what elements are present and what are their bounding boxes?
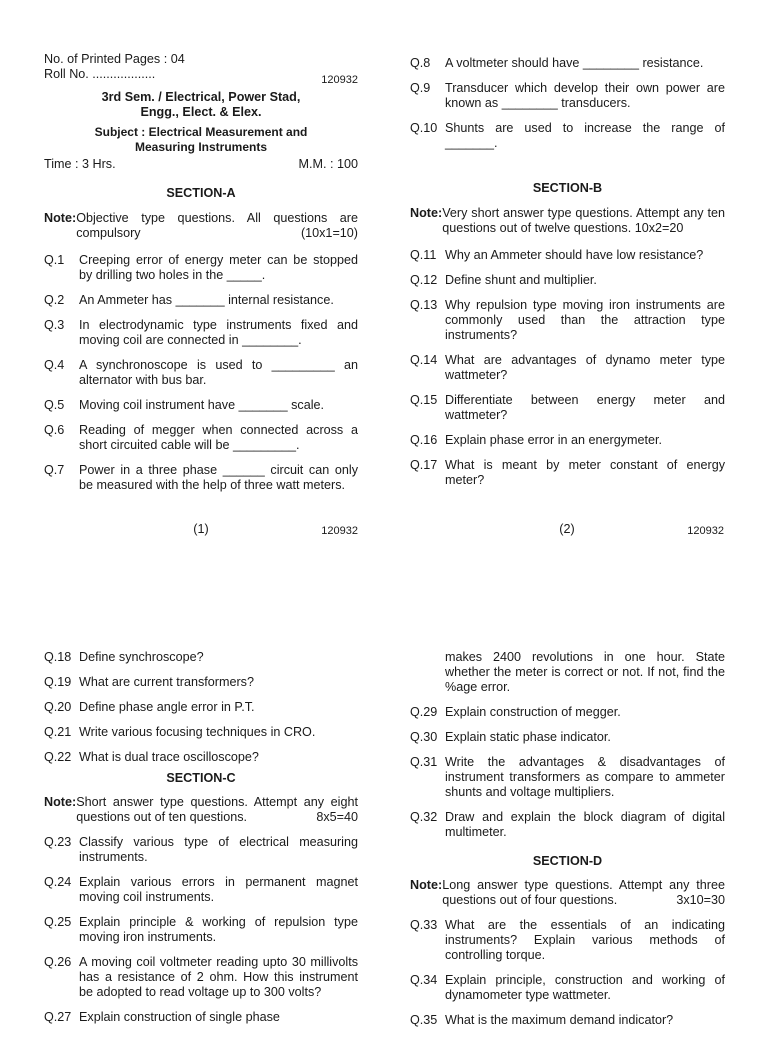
question [44,875,358,905]
question [410,393,725,423]
footer-code: 120932 [687,525,724,537]
question-text: Explain principle & working of repulsion type moving iron instruments. [79,915,358,944]
question-text: Explain various errors in permanent magnet moving coil instruments. [79,875,358,904]
section-a-title: SECTION-A [166,186,236,200]
note-text: Objective type questions. All questions are compulsory [76,211,358,240]
time-marks-row [44,157,358,172]
note-marks: 8x5=40 [316,810,358,824]
question [410,973,725,1003]
question [44,835,358,865]
question [410,1013,725,1028]
question [44,650,358,665]
question [410,755,725,800]
question [410,81,725,111]
question-text: Define phase angle error in P.T. [79,700,255,714]
question-number: Q.34 [410,973,438,987]
question-number: Q.3 [44,318,65,332]
note-text: Long answer type questions. Attempt any three questions out of four questions. [442,878,725,907]
printed-pages-line [44,52,358,67]
max-marks: M.M. : 100 [298,157,358,171]
section-d-title: SECTION-D [532,854,603,868]
question [44,955,358,1000]
question-number: Q.29 [410,705,438,719]
question [410,730,725,745]
question [410,353,725,383]
section-c-note [44,795,358,825]
question-text: Write various focusing techniques in CRO. [79,725,316,739]
page-number: (1) [193,522,209,536]
question-text: Explain static phase indicator. [445,730,611,744]
question-text: What is meant by meter constant of energy meter? [445,458,725,487]
question-number: Q.5 [44,398,65,412]
roll-no: Roll No. .................. [44,67,156,81]
question [44,725,358,740]
question-text: Moving coil instrument have _______ scale. [79,398,325,412]
question-number: Q.25 [44,915,72,929]
note-label: Note: [44,795,77,809]
question-number: Q.33 [410,918,438,932]
question-number: Q.11 [410,248,437,262]
question-text: Why repulsion type moving iron instruments are commonly used than the attraction type instruments? [445,298,725,342]
question-text: A synchronoscope is used to _________ an alternator with bus bar. [79,358,358,387]
section-b-title: SECTION-B [532,181,603,195]
question [44,750,358,765]
question [44,915,358,945]
question-number: Q.23 [44,835,72,849]
question-text: Shunts are used to increase the range of _______. [445,121,725,150]
question-number: Q.24 [44,875,72,889]
question [410,273,725,288]
question [410,918,725,963]
question [44,675,358,690]
question-number: Q.17 [410,458,438,472]
exam-time: Time : 3 Hrs. [44,157,116,171]
question-text: Explain phase error in an energymeter. [445,433,663,447]
question-text: What are the essentials of an indicating instruments? Explain various methods of controlling torque. [445,918,725,962]
semester-line-2: Engg., Elect. & Elex. [140,105,262,119]
question [44,253,358,283]
question-number: Q.9 [410,81,431,95]
question-number: Q.7 [44,463,65,477]
section-a-note [44,211,358,241]
page-4-column [410,650,725,1038]
question-number: Q.19 [44,675,72,689]
question [410,56,725,71]
question [44,423,358,453]
question-text: What are current transformers? [79,675,254,689]
question [44,318,358,348]
question-text: Creeping error of energy meter can be stopped by drilling two holes in the _____. [79,253,358,282]
question-text: A moving coil voltmeter reading upto 30 millivolts has a resistance of 2 ohm. How this instrument be adopted to read voltage up to 300 volts? [79,955,358,999]
section-c-title: SECTION-C [166,771,236,785]
question [410,705,725,720]
question-text: Explain construction of megger. [445,705,621,719]
question-text: Explain principle, construction and working of dynamometer type wattmeter. [445,973,725,1002]
question-number: Q.8 [410,56,431,70]
question-number: Q.12 [410,273,438,287]
question-text: Explain construction of single phase [79,1010,280,1024]
note-label: Note: [410,206,443,220]
question-text: Transducer which develop their own power are known as ________ transducers. [445,81,725,110]
note-marks: 3x10=30 [676,893,725,907]
question-number: Q.26 [44,955,72,969]
semester-line-1: 3rd Sem. / Electrical, Power Stad, [101,90,301,104]
question [44,398,358,413]
question [410,458,725,488]
question-text: What is dual trace oscilloscope? [79,750,259,764]
question [410,433,725,448]
question-text: Power in a three phase ______ circuit can only be measured with the help of three watt meters. [79,463,358,492]
roll-line [44,67,358,86]
question-number: Q.1 [44,253,65,267]
question-number: Q.16 [410,433,438,447]
question-text: Define synchroscope? [79,650,204,664]
question [44,700,358,715]
question-number: Q.35 [410,1013,438,1027]
page-number: (2) [559,522,575,536]
paper-code: 120932 [321,74,358,86]
question-number: Q.20 [44,700,72,714]
question-text: In electrodynamic type instruments fixed and moving coil are connected in ________. [79,318,358,347]
question [410,810,725,840]
section-d-note [410,878,725,908]
question [44,463,358,493]
footer-code: 120932 [321,525,358,537]
subject-line-2: Measuring Instruments [134,140,268,154]
question-text: An Ammeter has _______ internal resistance. [79,293,334,307]
question-text: Differentiate between energy meter and wattmeter? [445,393,725,422]
question-number: Q.6 [44,423,65,437]
question-number: Q.4 [44,358,65,372]
question-number: Q.14 [410,353,438,367]
page-1-column [44,52,358,503]
note-marks: (10x1=10) [300,226,358,240]
question-number: Q.2 [44,293,65,307]
question [410,248,725,263]
section-b-note [410,206,725,236]
question-number: Q.10 [410,121,438,135]
question-text: Define shunt and multiplier. [445,273,597,287]
note-label: Note: [44,211,77,225]
question-text: Classify various type of electrical measuring instruments. [79,835,358,864]
question [410,298,725,343]
question [44,293,358,308]
question-number: Q.13 [410,298,438,312]
question-text: Reading of megger when connected across a short circuited cable will be _________. [79,423,358,452]
question-text: What are advantages of dynamo meter type wattmeter? [445,353,725,382]
question-number: Q.21 [44,725,72,739]
printed-pages: No. of Printed Pages : 04 [44,52,185,66]
note-text: Short answer type questions. Attempt any eight questions out of ten questions. [76,795,358,824]
question-number: Q.32 [410,810,438,824]
continued-question-text: makes 2400 revolutions in one hour. State whether the meter is correct or not. If not, find the %age error. [445,650,725,694]
page-2-column [410,56,725,498]
question-number: Q.30 [410,730,438,744]
question-text: What is the maximum demand indicator? [445,1013,674,1027]
question-text: Write the advantages & disadvantages of instrument transformers as compare to ammeter shunts and voltage multipliers. [445,755,725,799]
question [44,358,358,388]
question-number: Q.31 [410,755,438,769]
question-text: Why an Ammeter should have low resistance? [445,248,704,262]
question-number: Q.27 [44,1010,72,1024]
note-text: Very short answer type questions. Attempt any ten questions out of twelve questions. 10x2=20 [442,206,725,235]
subject-line-1: Subject : Electrical Measurement and [94,125,308,139]
page-3-column [44,650,358,1035]
question [410,121,725,151]
question [44,1010,358,1025]
question-text: Draw and explain the block diagram of digital multimeter. [445,810,725,839]
question-number: Q.22 [44,750,72,764]
note-label: Note: [410,878,443,892]
question-number: Q.18 [44,650,72,664]
question-number: Q.15 [410,393,438,407]
question-text: A voltmeter should have ________ resistance. [445,56,704,70]
